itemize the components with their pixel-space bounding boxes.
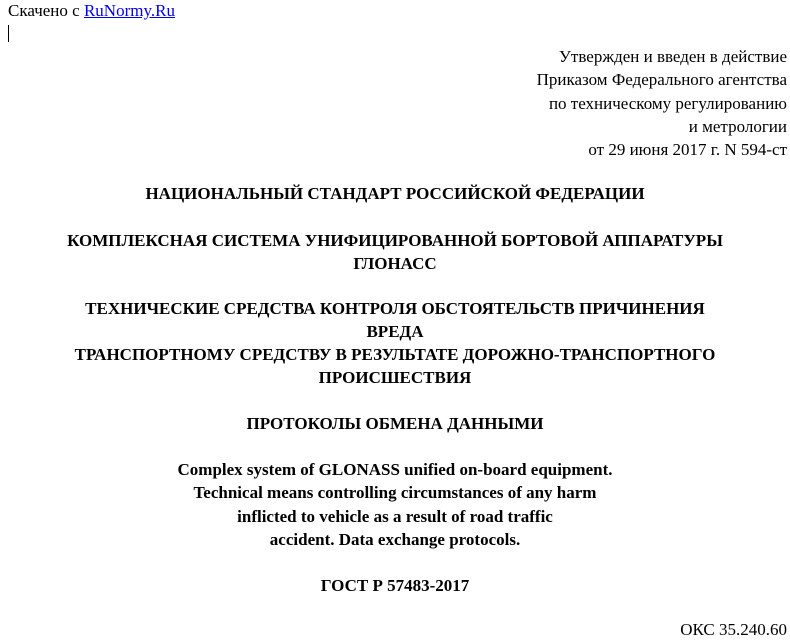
- source-line: [8, 1, 175, 21]
- heading-line: ТЕХНИЧЕСКИЕ СРЕДСТВА КОНТРОЛЯ ОБСТОЯТЕЛЬСТВ ПРИЧИНЕНИЯ: [85, 299, 705, 318]
- approval-block: [537, 45, 787, 161]
- approval-line: Приказом Федерального агентства: [536, 70, 787, 90]
- heading-line: ГЛОНАСС: [353, 254, 437, 273]
- text-cursor: [8, 25, 9, 42]
- system-heading: [0, 229, 790, 275]
- protocols-heading: [0, 412, 790, 435]
- source-prefix: Скачено с: [8, 1, 84, 20]
- approval-line: по техническому регулированию: [548, 93, 787, 113]
- approval-line: от 29 июня 2017 г. N 594-ст: [588, 140, 787, 160]
- heading-line: accident. Data exchange protocols.: [269, 530, 521, 550]
- source-link[interactable]: RuNormy.Ru: [83, 1, 175, 20]
- heading-line: inflicted to vehicle as a result of road traffic: [237, 506, 553, 526]
- approval-line: Утвержден и введен в действие: [558, 47, 787, 66]
- heading-line: Technical means controlling circumstances of any harm: [193, 483, 597, 503]
- approval-line: и метрологии: [688, 116, 787, 136]
- technical-means-heading: [0, 297, 790, 389]
- heading-line: ТРАНСПОРТНОМУ СРЕДСТВУ В РЕЗУЛЬТАТЕ ДОРОЖНО-ТРАНСПОРТНОГО: [74, 345, 716, 364]
- gost-number: [0, 574, 790, 597]
- heading-line: НАЦИОНАЛЬНЫЙ СТАНДАРТ РОССИЙСКОЙ ФЕДЕРАЦИИ: [145, 184, 645, 203]
- english-title: [0, 458, 790, 552]
- heading-line: ВРЕДА: [366, 322, 424, 341]
- heading-line: ПРОТОКОЛЫ ОБМЕНА ДАННЫМИ: [246, 414, 544, 433]
- oks-code: ОКС 35.240.60: [680, 620, 787, 639]
- heading-line: ГОСТ Р 57483-2017: [320, 576, 470, 595]
- heading-line: ПРОИСШЕСТВИЯ: [318, 368, 472, 387]
- national-standard-heading: [0, 182, 790, 205]
- heading-line: Complex system of GLONASS unified on-board equipment.: [177, 460, 613, 479]
- heading-line: КОМПЛЕКСНАЯ СИСТЕМА УНИФИЦИРОВАННОЙ БОРТОВОЙ АППАРАТУРЫ: [67, 231, 723, 250]
